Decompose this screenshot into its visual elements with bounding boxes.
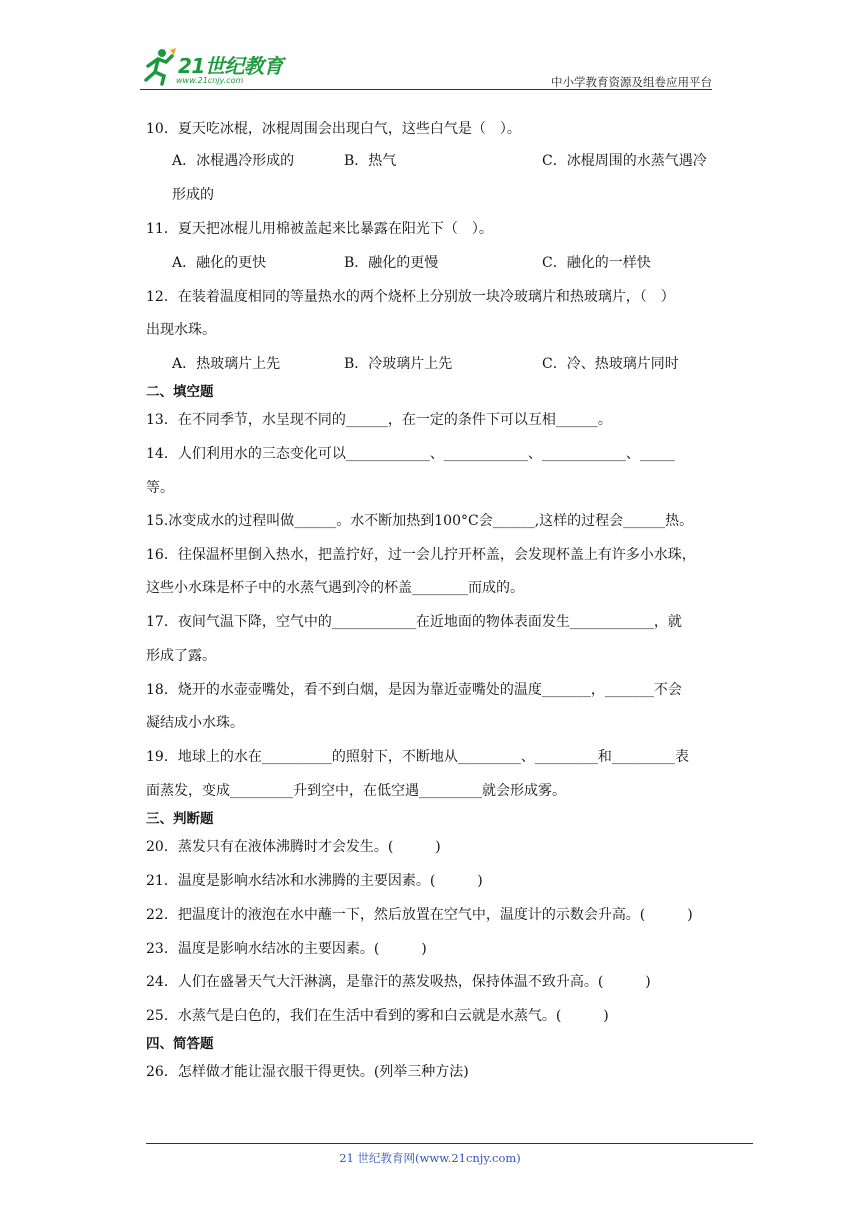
question-11-stem: 11．夏天把冰棍儿用棉被盖起来比暴露在阳光下（ ）。: [146, 221, 493, 237]
question-19: 19．地球上的水在__________的照射下，不断地从_________、_________和_________表: [146, 749, 689, 765]
question-12-option-c: C．冷、热玻璃片同时: [542, 356, 679, 372]
logo: [140, 44, 310, 90]
question-14-cont: 等。: [146, 480, 174, 496]
header-platform-text: 中小学教育资源及组卷应用平台: [551, 75, 712, 89]
page-header: [140, 44, 712, 90]
question-12-stem: 12．在装着温度相同的等量热水的两个烧杯上分别放一块冷玻璃片和热玻璃片，（ ）: [146, 289, 675, 305]
section-4-title: 四、简答题: [146, 1036, 214, 1052]
question-10-option-c-cont: 形成的: [172, 187, 214, 203]
question-21: 21．温度是影响水结冰和水沸腾的主要因素。( ): [146, 873, 483, 889]
runner-logo-icon: [140, 46, 180, 86]
question-13: 13．在不同季节，水呈现不同的______，在一定的条件下可以互相______。: [146, 412, 612, 428]
question-23: 23．温度是影响水结冰的主要因素。( ): [146, 941, 427, 957]
header-divider: [140, 89, 712, 90]
question-16: 16．往保温杯里倒入热水，把盖拧好，过一会儿拧开杯盖，会发现杯盖上有许多小水珠，: [146, 547, 696, 563]
question-24: 24．人们在盛暑天气大汗淋漓，是靠汗的蒸发吸热，保持体温不致升高。( ): [146, 974, 651, 990]
question-25: 25．水蒸气是白色的，我们在生活中看到的雾和白云就是水蒸气。( ): [146, 1008, 609, 1024]
question-17-cont: 形成了露。: [146, 648, 216, 664]
question-12-option-b: B．冷玻璃片上先: [344, 356, 453, 372]
page-footer: 21 世纪教育网(www.21cnjy.com): [339, 1151, 521, 1165]
question-16-cont: 这些小水珠是杯子中的水蒸气遇到冷的杯盖________而成的。: [146, 580, 524, 596]
question-17: 17．夜间气温下降，空气中的____________在近地面的物体表面发生____________，就: [146, 614, 682, 630]
question-11-option-a: A．融化的更快: [172, 255, 267, 271]
question-15: 15.冰变成水的过程叫做______。水不断加热到100°C会______,这样的过程会______热。: [146, 513, 694, 529]
section-2-title: 二、填空题: [146, 384, 214, 400]
question-11-option-c: C．融化的一样快: [542, 255, 651, 271]
question-10-stem: 10．夏天吃冰棍，冰棍周围会出现白气，这些白气是（ ）。: [146, 121, 521, 137]
question-14: 14．人们利用水的三态变化可以____________、____________、____________、_____: [146, 446, 675, 462]
question-18-cont: 凝结成小水珠。: [146, 715, 244, 731]
question-10-option-b: B．热气: [344, 153, 397, 169]
question-26: 26．怎样做才能让湿衣服干得更快。(列举三种方法): [146, 1064, 469, 1080]
logo-text: 21世纪教育: [178, 54, 283, 78]
logo-url: www.21cnjy.com: [176, 76, 244, 85]
question-20: 20．蒸发只有在液体沸腾时才会发生。( ): [146, 839, 441, 855]
question-19-cont: 面蒸发，变成_________升到空中，在低空遇_________就会形成雾。: [146, 783, 566, 799]
question-10-option-a: A．冰棍遇冷形成的: [172, 153, 295, 169]
section-3-title: 三、判断题: [146, 811, 214, 827]
footer-divider: [146, 1143, 753, 1144]
question-12-option-a: A．热玻璃片上先: [172, 356, 281, 372]
question-22: 22．把温度计的液泡在水中蘸一下，然后放置在空气中，温度计的示数会升高。( ): [146, 907, 693, 923]
question-18: 18．烧开的水壶壶嘴处，看不到白烟，是因为靠近壶嘴处的温度_______，_______不会: [146, 682, 682, 698]
question-10-option-c: C．冰棍周围的水蒸气遇冷: [542, 153, 707, 169]
question-11-option-b: B．融化的更慢: [344, 255, 439, 271]
question-12-stem-cont: 出现水珠。: [146, 322, 216, 338]
